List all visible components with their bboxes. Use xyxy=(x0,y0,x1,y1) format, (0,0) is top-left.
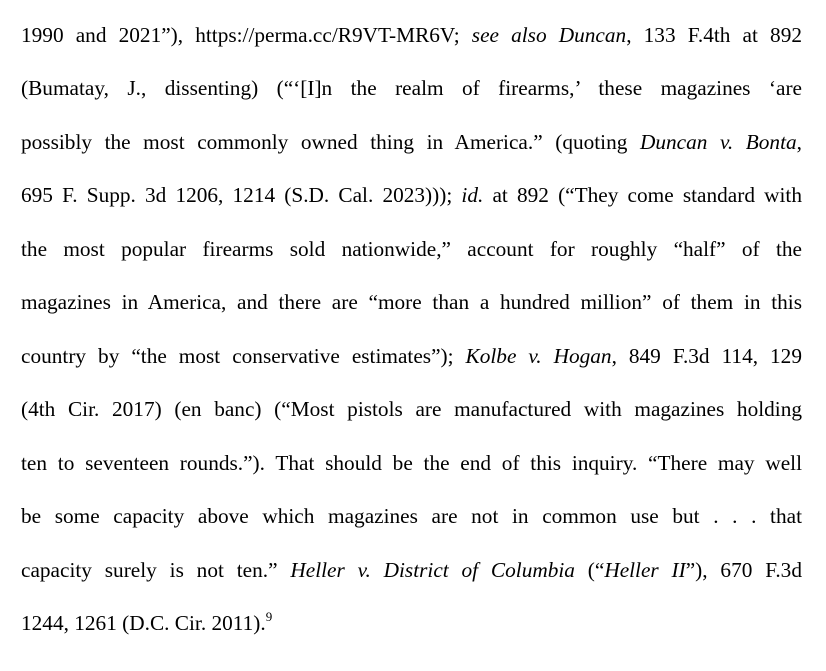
text-line xyxy=(21,449,802,477)
text-segment: capacity surely is not ten.” xyxy=(21,558,291,582)
text-line xyxy=(21,21,802,49)
text-line xyxy=(21,181,802,209)
text-line xyxy=(21,128,802,156)
italic-citation: Duncan v. Bonta xyxy=(639,130,797,154)
italic-citation: see also Duncan xyxy=(471,23,627,47)
text-line xyxy=(21,556,802,584)
text-segment: 1244, 1261 (D.C. Cir. 2011). xyxy=(21,611,266,635)
text-line xyxy=(21,502,802,530)
text-segment: ”), 670 F.3d xyxy=(685,558,802,582)
text-line xyxy=(21,342,802,370)
text-segment: 695 F. Supp. 3d 1206, 1214 (S.D. Cal. 2023))); xyxy=(21,183,462,207)
text-line xyxy=(21,609,802,637)
text-segment: possibly the most commonly owned thing in America.” (quoting xyxy=(21,130,640,154)
italic-citation: Kolbe v. Hogan xyxy=(465,344,612,368)
text-segment: country by “the most conservative estimates”); xyxy=(21,344,466,368)
text-segment: , 849 F.3d 114, 129 xyxy=(611,344,802,368)
text-line xyxy=(21,395,802,423)
text-segment: , xyxy=(796,130,802,154)
text-segment: 1990 and 2021”), https://perma.cc/R9VT-MR6V; xyxy=(21,23,472,47)
italic-citation: Heller v. District of Columbia xyxy=(290,558,575,582)
text-segment: (4th Cir. 2017) (en banc) (“Most pistols are manufactured with magazines holding xyxy=(21,397,802,421)
text-line xyxy=(21,74,802,102)
italic-citation: id. xyxy=(461,183,484,207)
italic-citation: Heller II xyxy=(604,558,686,582)
text-segment: the most popular firearms sold nationwide,” account for roughly “half” of the xyxy=(21,237,802,261)
text-segment: ten to seventeen rounds.”). That should be the end of this inquiry. “There may well xyxy=(21,451,802,475)
text-segment: (Bumatay, J., dissenting) (“‘[I]n the realm of firearms,’ these magazines ‘are xyxy=(21,76,802,100)
text-segment: at 892 (“They come standard with xyxy=(483,183,802,207)
text-line xyxy=(21,235,802,263)
footnote-marker: 9 xyxy=(265,609,273,624)
text-segment: , 133 F.4th at 892 xyxy=(626,23,803,47)
text-segment: be some capacity above which magazines are not in common use but . . . that xyxy=(21,504,802,528)
text-line xyxy=(21,288,802,316)
text-segment: (“ xyxy=(574,558,605,582)
text-segment: magazines in America, and there are “more than a hundred million” of them in this xyxy=(21,290,802,314)
